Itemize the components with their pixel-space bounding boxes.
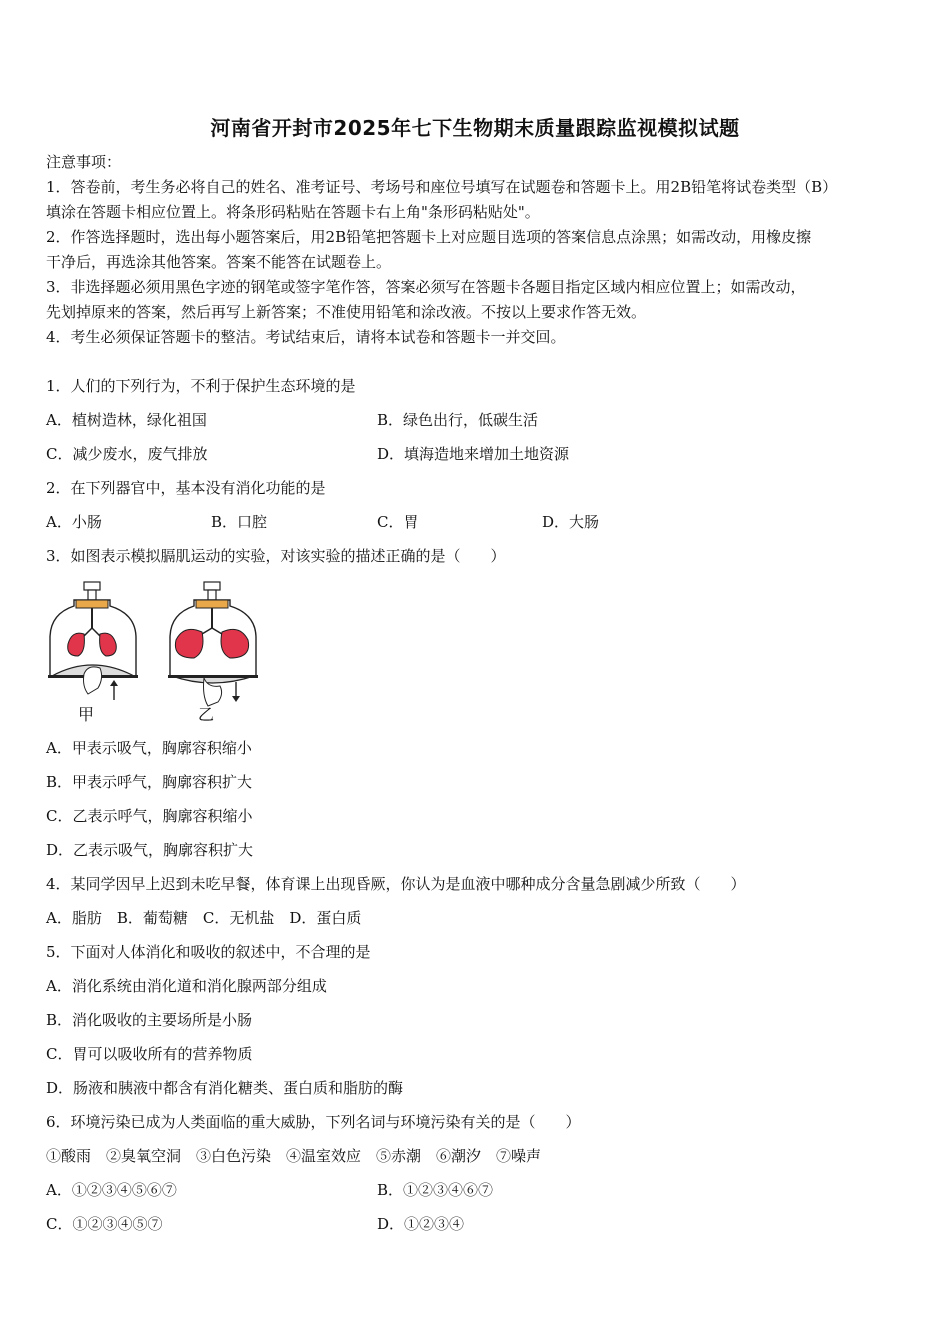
- notice-line-5: 3．非选择题必须用黑色字迹的钢笔或签字笔作答，答案必须写在答题卡各题目指定区域内相应位置上；如需改动，: [46, 278, 806, 296]
- q2-option-a: A．小肠: [46, 513, 102, 531]
- q2-stem: 2．在下列器官中，基本没有消化功能的是: [46, 479, 326, 497]
- label-jia: 甲: [78, 705, 95, 724]
- q5-option-c: C．胃可以吸收所有的营养物质: [46, 1045, 253, 1063]
- jar-yi: [168, 582, 258, 724]
- q5-stem: 5．下面对人体消化和吸收的叙述中，不合理的是: [46, 943, 371, 961]
- q3-option-a: A．甲表示吸气，胸廓容积缩小: [46, 739, 252, 757]
- q6-term-list: ①酸雨 ②臭氧空洞 ③白色污染 ④温室效应 ⑤赤潮 ⑥潮汐 ⑦噪声: [46, 1147, 542, 1165]
- q2-option-c: C．胃: [377, 513, 419, 531]
- notice-line-6: 先划掉原来的答案，然后再写上新答案；不准使用铅笔和涂改液。不按以上要求作答无效。: [46, 303, 647, 321]
- label-yi: 乙: [198, 705, 215, 724]
- q1-option-b: B．绿色出行，低碳生活: [377, 411, 539, 429]
- notice-line-2: 填涂在答题卡相应位置上。将条形码粘贴在答题卡右上角"条形码粘贴处"。: [46, 203, 540, 221]
- q3-option-d: D．乙表示吸气，胸廓容积扩大: [46, 841, 254, 859]
- q6-stem: 6．环境污染已成为人类面临的重大威胁，下列名词与环境污染有关的是（ ）: [46, 1113, 581, 1131]
- q4-stem: 4．某同学因早上迟到未吃早餐，体育课上出现昏厥，你认为是血液中哪种成分含量急剧减少所致（ ）: [46, 875, 746, 893]
- q4-options: A．脂肪 B．葡萄糖 C．无机盐 D．蛋白质: [46, 909, 362, 927]
- q5-option-d: D．肠液和胰液中都含有消化糖类、蛋白质和脂肪的酶: [46, 1079, 404, 1097]
- q3-option-b: B．甲表示呼气，胸廓容积扩大: [46, 773, 253, 791]
- q2-option-d: D．大肠: [542, 513, 600, 531]
- q5-option-b: B．消化吸收的主要场所是小肠: [46, 1011, 253, 1029]
- q1-option-c: C．减少废水，废气排放: [46, 445, 208, 463]
- q6-option-d: D．①②③④: [377, 1215, 465, 1233]
- q2-option-b: B．口腔: [211, 513, 268, 531]
- q1-option-a: A．植树造林，绿化祖国: [46, 411, 207, 429]
- notice-line-7: 4．考生必须保证答题卡的整洁。考试结束后，请将本试卷和答题卡一并交回。: [46, 328, 566, 346]
- jar-jia: [48, 582, 138, 724]
- notice-heading: 注意事项：: [46, 153, 122, 171]
- notice-line-1: 1．答卷前，考生务必将自己的姓名、准考证号、考场号和座位号填写在试题卷和答题卡上。用2B铅笔将试卷类型（B）: [46, 178, 838, 196]
- q6-option-c: C．①②③④⑤⑦: [46, 1215, 163, 1233]
- q1-stem: 1．人们的下列行为，不利于保护生态环境的是: [46, 377, 356, 395]
- page-title: 河南省开封市2025年七下生物期末质量跟踪监视模拟试题: [210, 116, 740, 140]
- notice-line-4: 干净后，再选涂其他答案。答案不能答在试题卷上。: [46, 253, 392, 271]
- q1-option-d: D．填海造地来增加土地资源: [377, 445, 570, 463]
- q5-option-a: A．消化系统由消化道和消化腺两部分组成: [46, 977, 327, 995]
- q6-option-a: A．①②③④⑤⑥⑦: [46, 1181, 177, 1199]
- q3-option-c: C．乙表示呼气，胸廓容积缩小: [46, 807, 253, 825]
- notice-line-3: 2．作答选择题时，选出每小题答案后，用2B铅笔把答题卡上对应题目选项的答案信息点涂黑；如需改动，用橡皮擦: [46, 228, 812, 246]
- q6-option-b: B．①②③④⑥⑦: [377, 1181, 494, 1199]
- q3-stem: 3．如图表示模拟膈肌运动的实验，对该实验的描述正确的是（ ）: [46, 547, 506, 565]
- diaphragm-experiment-figure: [44, 578, 264, 728]
